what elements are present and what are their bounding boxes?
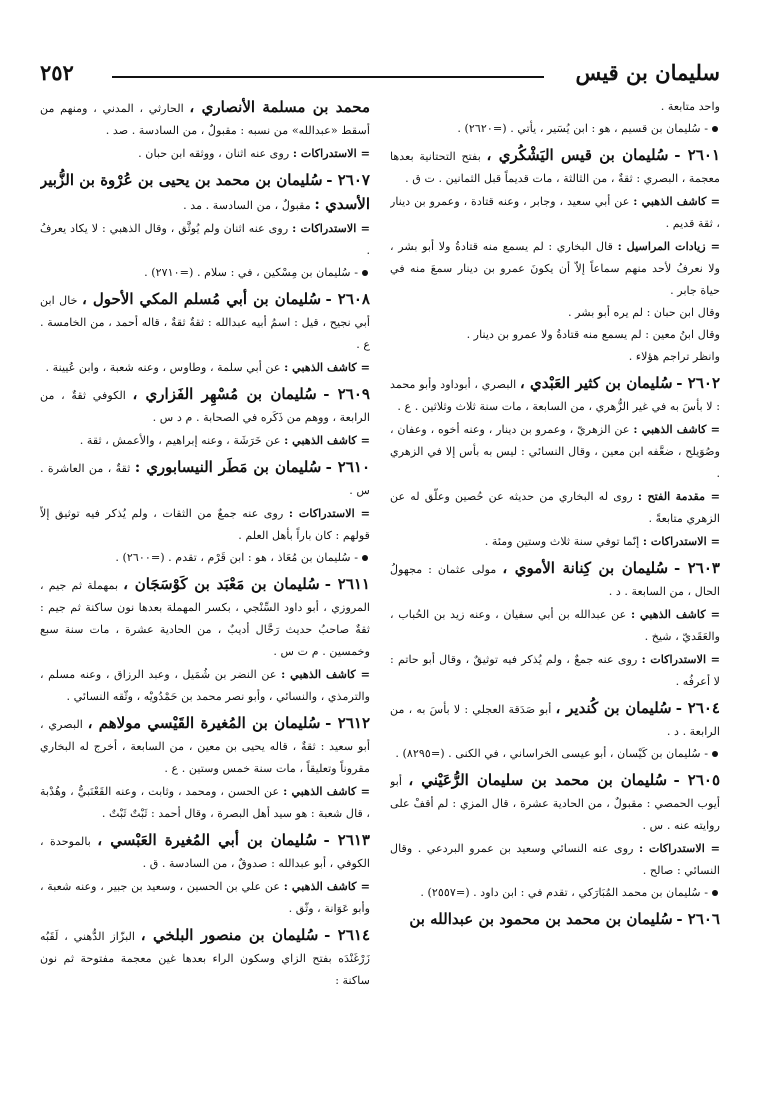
field-text: عن أبي سلمة ، وطاوس ، وعنه شعبة ، وابن عُيينة . [45, 361, 281, 374]
entry-name: سُليمان بن محمد بن محمود بن عبدالله بن [409, 910, 673, 928]
field-label: = الاستدراكات : [288, 506, 370, 520]
field-label: = كاشف الذهبي : [284, 360, 370, 374]
field-text: عن خَرَشَة ، وعنه إبراهيم ، والأعمش ، ثقة . [79, 434, 281, 447]
entry-name: سُليمان بن مُسْهِر الفَزاري ، [132, 385, 317, 403]
body-text [390, 346, 720, 368]
field-label: = كاشف الذهبي : [283, 879, 370, 893]
entry-name: سُليمان بن كِنانة الأموي ، [502, 559, 669, 577]
field-label: = الاستدراكات : [642, 534, 720, 548]
entry-number: ٢٦١١ - [324, 575, 370, 593]
entry-heading [390, 557, 720, 603]
bullet-icon [362, 555, 368, 561]
field-text: عن الحسن ، ومحمد ، وثابت ، وعنه القَعْنَبيُّ ، وهُدْبة ، قال شعبة : هو سيد أهل البصرة ، وقال أحمد : ثَبْتٌ ثَبْتٌ . [40, 785, 370, 820]
entry-field [40, 502, 370, 547]
entry-field [390, 603, 720, 648]
entry-name: سُليمان بن أبي المُغيرة العَبْسي ، [97, 831, 318, 849]
entry-name: سُليمان بن كُندير ، [555, 699, 672, 717]
entry-heading [390, 908, 720, 932]
bullet-icon [712, 890, 718, 896]
entry-text: مقبولٌ ، من السادسة . مد . [183, 199, 311, 212]
entry-text: البزّاز الدُّهني ، لَقَبُه زَرْغَنْدَه بفتح الزاي وسكون الراء بعدها غين معجمة مفتوحة ثم نون ساكنة : [40, 930, 370, 987]
entry-name: سُليمان بن مَعْبَد بن كَوْسَجَان ، [123, 575, 320, 593]
field-text: روى عنه جمعٌ ، ولم يُذكر فيه توثيقٌ ، وقال أبو حاتم : لا أعرفُه . [390, 653, 720, 688]
entry-name: سُليمان بن محمد بن سليمان الرُّعَيْني ، [408, 771, 668, 789]
entry-heading [40, 829, 370, 875]
body-text-line: وانظر تراجم هؤلاء . [628, 350, 720, 363]
field-text: عن الزهريّ ، وعمرو بن دينار ، وعنه أخوه ، وعفان ، وصُوَيلح ، ضعَّفه ابن معين ، وقال النسائي : ليس به بأس إلا في الزهري . [390, 423, 720, 480]
field-text: روى له البخاري من حديثه عن حُصين وعلّق له عن الزهري متابعةً . [390, 490, 720, 525]
field-text: روى عنه اثنان ولم يُوثَّق ، وقال الذهبي : لا يكاد يعرفُ . [40, 222, 370, 257]
body-text [390, 302, 720, 324]
entry-field [40, 356, 370, 379]
entry-number: ٢٦٠٣ - [673, 559, 720, 577]
entry-text: البصري ، أبو سعيد : ثقةٌ ، قاله يحيى بن معين ، من السابعة ، أخرج له البخاري مقروناً وتعليقاً ، مات سنة خمس وستين . ع . [40, 718, 370, 775]
entry-number: ٢٦٠٢ - [676, 374, 720, 392]
entry-text: الحارثي ، المدني ، ومنهم من أسقط «عبدالله» من نسبه : مقبولٌ ، من السادسة . صد . [40, 102, 370, 137]
entry-number: ٢٦٠١ - [674, 146, 720, 164]
entry-field [40, 780, 370, 825]
running-title: سليمان بن قيس [575, 60, 720, 85]
entry-name: سُليمان بن أبي مُسلم المكي الأحول ، [81, 290, 322, 308]
entry-heading [390, 769, 720, 837]
entry-name: سُليمان بن محمد بن يحيى بن عُرْوة بن الزُّبير الأسدي : [40, 171, 370, 213]
right-column [390, 96, 720, 1081]
cross-reference [390, 882, 720, 904]
left-column [40, 96, 370, 1081]
entry-text: خال ابن أبي نجيح ، قيل : اسمُ أبيه عبدالله : ثقةٌ ثقةٌ ، قاله أحمد ، من الخامسة . ع . [40, 294, 370, 351]
entry-text: أبو صَدَقة العجلي : لا بأسَ به ، من الرابعة . د . [390, 703, 720, 738]
cross-reference [40, 547, 370, 569]
header-rule [112, 76, 544, 78]
entry-text: الكوفي ثقةٌ ، من الرابعة ، ووهم من ذَكَره في الصحابة . م د س . [40, 389, 370, 424]
cross-reference [40, 262, 370, 284]
entry-name: سُليمان بن منصور البلخي ، [140, 926, 319, 944]
entry-heading [40, 288, 370, 356]
entry-number: ٢٦١٠ - [325, 458, 370, 476]
field-label: = كاشف الذهبي : [281, 667, 370, 681]
entry-heading [40, 573, 370, 663]
field-text: روى عنه النسائي وسعيد بن عمرو البردعي . وقال النسائي : صالح . [390, 842, 720, 877]
xref-text: - سُليمان بن مِسْكين ، في : سلام . (=٢٧١٠) . [144, 266, 358, 279]
entry-field [390, 530, 720, 553]
entry-name: سُليمان بن مَطَر النيسابوري : [134, 458, 322, 476]
field-label: = مقدمة الفتح : [637, 489, 720, 503]
entry-field [40, 217, 370, 262]
field-text: عن عبدالله بن أبي سفيان ، وعنه زيد بن الحُباب ، والعَقَديّ ، شيخ . [390, 608, 720, 643]
entry-field [40, 663, 370, 708]
field-label: = الاستدراكات : [292, 146, 370, 160]
field-text: روى عنه جمعٌ من الثقات ، ولم يُذكر فيه توثيق إلاّ قولهم : كان باراً بأهل العلم . [40, 507, 370, 542]
body-text-line: وقال ابنُ معين : لم يسمع منه قتادةُ ولا عمرو بن دينار . [466, 328, 720, 341]
field-label: = الاستدراكات : [292, 221, 370, 235]
page-number: ٢٥٢ [40, 60, 74, 85]
field-label: = كاشف الذهبي : [283, 784, 370, 798]
cross-reference [390, 118, 720, 140]
page-header [40, 60, 720, 94]
entry-number: ٢٦٠٧ - [326, 171, 370, 189]
entry-name: سُليمان بن كثير العَبْدي ، [519, 374, 673, 392]
entry-field [390, 485, 720, 530]
entry-field [390, 837, 720, 882]
entry-heading [40, 169, 370, 217]
cross-reference [390, 743, 720, 765]
entry-text: البصري ، أبوداود وأبو محمد : لا بأسَ به في غير الزُّهري ، من السابعة ، مات سنة ثلاث وثلاثين . ع . [390, 378, 720, 413]
entry-field [390, 418, 720, 485]
field-label: = كاشف الذهبي : [284, 433, 370, 447]
entry-field [40, 875, 370, 920]
entry-continuation [40, 96, 370, 142]
entry-heading [390, 372, 720, 418]
entry-number: ٢٦٠٥ - [673, 771, 720, 789]
xref-text: - سُليمان بن محمد المُبَارَكي ، تقدم في : ابن داود . (=٢٥٥٧) . [420, 886, 708, 899]
entry-text: أبو أيوب الحمصي : مقبولٌ ، من الحادية عشرة ، قال المزي : لم أقفْ على روايته عنه . س . [390, 775, 720, 832]
entry-heading [40, 383, 370, 429]
entry-number: ٢٦٠٤ - [675, 699, 720, 717]
entry-text: بمهملة ثم جيم ، المروزي ، أبو داود السِّنْجي ، بكسر المهملة بعدها نون ساكنة ثم جيم : ثقةٌ صاحبُ حديث رَحَّال أديبٌ ، من الحادية عشرة ، مات سنة سبع وخمسين . م ت س . [40, 579, 370, 658]
field-text: عن علي بن الحسين ، وسعيد بن جبير ، وعنه شعبة ، وأبو عَوَانة ، وثّق . [40, 880, 370, 915]
entry-heading [390, 697, 720, 743]
xref-text: - سُليمان بن مُعَاذ ، هو : ابن قَرْم ، تقدم . (=٢٦٠٠) . [115, 551, 358, 564]
bullet-icon [712, 126, 718, 132]
body-text-line: واحد متابعة . [660, 100, 720, 113]
entry-text: مولى عثمان : مجهولُ الحال ، من السابعة . د . [390, 563, 720, 598]
field-label: = الاستدراكات : [639, 841, 720, 855]
entry-name: سُليمان بن المُغيرة القَيْسي مولاهم ، [87, 714, 321, 732]
body-text [390, 96, 720, 118]
entry-field [40, 429, 370, 452]
entry-number: ٢٦١٤ - [324, 926, 370, 944]
entry-field [40, 142, 370, 165]
entry-text: بفتح التحتانية بعدها معجمة ، البصري : ثقةٌ ، من الثالثة ، مات قديماً قبل الثمانين . ت ق . [390, 150, 720, 185]
entry-number: ٢٦٠٩ - [323, 385, 370, 403]
field-label: = الاستدراكات : [641, 652, 720, 666]
field-label: = زيادات المراسيل : [617, 239, 720, 253]
entry-number: ٢٦٠٦ - [676, 910, 720, 928]
entry-text: ثقةٌ ، من العاشرة . س . [40, 462, 370, 497]
field-label: = كاشف الذهبي : [630, 607, 720, 621]
entry-field [390, 235, 720, 302]
entry-field [390, 648, 720, 693]
field-label: = كاشف الذهبي : [633, 422, 720, 436]
xref-text: - سُليمان بن قسيم ، هو : ابن يُسَير ، يأتي . (=٢٦٢٠) . [457, 122, 708, 135]
entry-heading [40, 924, 370, 992]
entry-heading [40, 456, 370, 502]
bullet-icon [712, 751, 718, 757]
entry-text: بالموحدة ، الكوفي ، أبو عبدالله : صدوقٌ ، من السادسة . ق . [40, 835, 370, 870]
entry-name: محمد بن مسلمة الأنصاري ، [189, 98, 370, 116]
entry-number: ٢٦١٢ - [325, 714, 370, 732]
field-text: قال البخاري : لم يسمع منه قتادةُ ولا أبو بشر ، ولا نعرفُ لأحد منهم سماعاً إلاّ أن يكونَ عمرو بن دينار سمعَ منه في حياة جابر . [390, 240, 720, 297]
entry-heading [390, 144, 720, 190]
body-text [390, 324, 720, 346]
field-text: عن النضر بن شُمَيل ، وعبد الرزاق ، وعنه مسلم ، والترمذي ، والنسائي ، وأبو نصر محمد بن حَمْدُويْه ، وثّقه النسائي . [40, 668, 370, 703]
field-label: = كاشف الذهبي : [633, 194, 720, 208]
xref-text: - سُليمان بن كَيْسان ، أبو عيسى الخراساني ، في الكنى . (=٨٢٩٥) . [395, 747, 708, 760]
field-text: إنّما توفي سنة ثلاث وستين ومئة . [484, 535, 640, 548]
entry-field [390, 190, 720, 235]
entry-number: ٢٦٠٨ - [325, 290, 370, 308]
entry-heading [40, 712, 370, 780]
body-text-line: وقال ابن حبان : لم يره أبو بشر . [568, 306, 720, 319]
field-text: عن أبي سعيد ، وجابر ، وعنه قتادة ، وعمرو بن دينار ، ثقة قديم . [390, 195, 720, 230]
bullet-icon [362, 270, 368, 276]
field-text: روى عنه اثنان ، ووثقه ابن حبان . [138, 147, 290, 160]
entry-name: سُليمان بن قيس اليَشْكُري ، [486, 146, 669, 164]
entry-number: ٢٦١٣ - [323, 831, 370, 849]
